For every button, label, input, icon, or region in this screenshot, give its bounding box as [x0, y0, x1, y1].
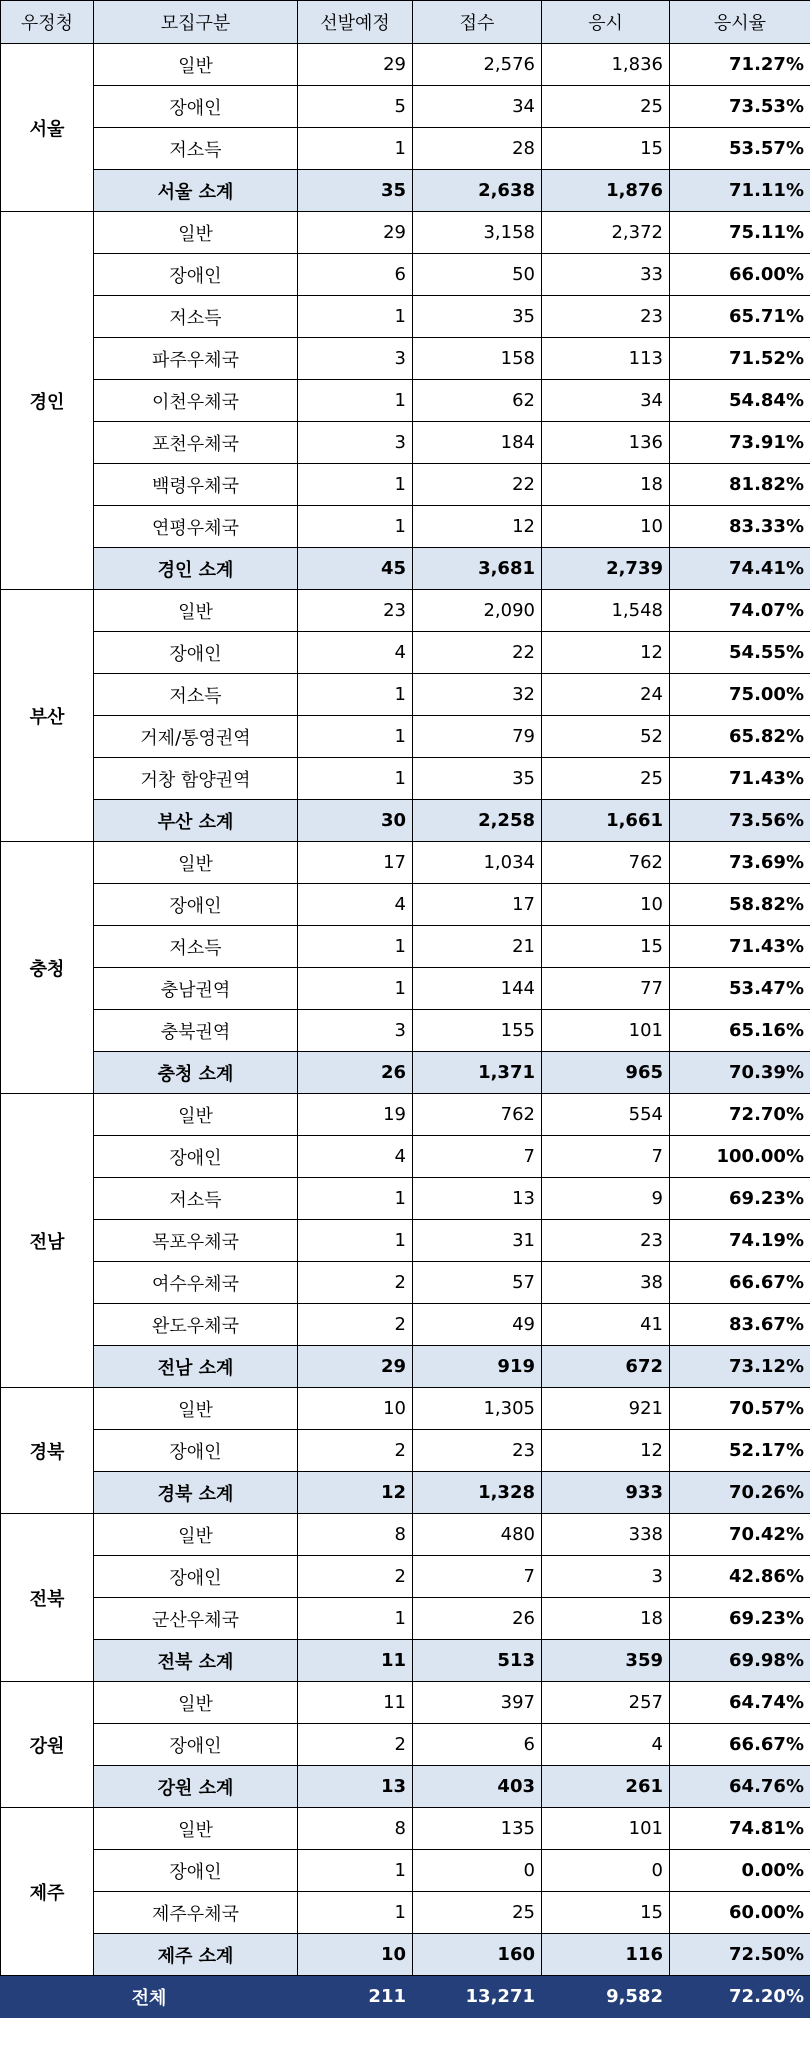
attended-cell: 338 — [542, 1514, 670, 1556]
attended-cell: 554 — [542, 1094, 670, 1136]
subtotal-planned-cell: 29 — [298, 1346, 413, 1388]
attended-cell: 101 — [542, 1010, 670, 1052]
attendance-rate-cell: 75.11% — [670, 212, 810, 254]
region-cell: 충청 — [1, 842, 94, 1094]
category-cell: 포천우체국 — [94, 422, 298, 464]
table-row — [1, 1850, 810, 1892]
subtotal-category-cell: 강원 소계 — [94, 1766, 298, 1808]
subtotal-row — [1, 1052, 810, 1094]
attended-cell: 257 — [542, 1682, 670, 1724]
planned-cell: 1 — [298, 1178, 413, 1220]
category-cell: 일반 — [94, 1808, 298, 1850]
header-applied: 접수 — [413, 1, 542, 44]
applied-cell: 50 — [413, 254, 542, 296]
category-cell: 일반 — [94, 1388, 298, 1430]
attended-cell: 23 — [542, 1220, 670, 1262]
attended-cell: 52 — [542, 716, 670, 758]
attendance-rate-cell: 52.17% — [670, 1430, 810, 1472]
category-cell: 장애인 — [94, 1136, 298, 1178]
subtotal-category-cell: 서울 소계 — [94, 170, 298, 212]
applied-cell: 6 — [413, 1724, 542, 1766]
attended-cell: 0 — [542, 1850, 670, 1892]
attendance-rate-cell: 0.00% — [670, 1850, 810, 1892]
total-planned-cell: 211 — [298, 1976, 413, 2018]
header-attended: 응시 — [542, 1, 670, 44]
category-cell: 일반 — [94, 842, 298, 884]
subtotal-row — [1, 170, 810, 212]
subtotal-applied-cell: 919 — [413, 1346, 542, 1388]
total-row — [1, 1976, 810, 2018]
applied-cell: 1,305 — [413, 1388, 542, 1430]
planned-cell: 11 — [298, 1682, 413, 1724]
attended-cell: 4 — [542, 1724, 670, 1766]
planned-cell: 4 — [298, 1136, 413, 1178]
table-row — [1, 842, 810, 884]
attendance-rate-cell: 66.00% — [670, 254, 810, 296]
region-cell: 부산 — [1, 590, 94, 842]
attendance-rate-cell: 64.74% — [670, 1682, 810, 1724]
attended-cell: 921 — [542, 1388, 670, 1430]
planned-cell: 1 — [298, 716, 413, 758]
attendance-rate-cell: 75.00% — [670, 674, 810, 716]
attended-cell: 41 — [542, 1304, 670, 1346]
category-cell: 연평우체국 — [94, 506, 298, 548]
subtotal-attendance-rate-cell: 74.41% — [670, 548, 810, 590]
table-row — [1, 674, 810, 716]
subtotal-attended-cell: 933 — [542, 1472, 670, 1514]
attendance-rate-cell: 71.27% — [670, 44, 810, 86]
table-row — [1, 1892, 810, 1934]
subtotal-applied-cell: 160 — [413, 1934, 542, 1976]
table-row — [1, 128, 810, 170]
category-cell: 충북권역 — [94, 1010, 298, 1052]
table-row — [1, 632, 810, 674]
planned-cell: 8 — [298, 1808, 413, 1850]
header-category: 모집구분 — [94, 1, 298, 44]
applied-cell: 17 — [413, 884, 542, 926]
table-row — [1, 422, 810, 464]
attended-cell: 23 — [542, 296, 670, 338]
category-cell: 장애인 — [94, 1850, 298, 1892]
attendance-rate-cell: 74.81% — [670, 1808, 810, 1850]
subtotal-row — [1, 1472, 810, 1514]
category-cell: 목포우체국 — [94, 1220, 298, 1262]
subtotal-planned-cell: 26 — [298, 1052, 413, 1094]
subtotal-attended-cell: 672 — [542, 1346, 670, 1388]
table-row — [1, 1094, 810, 1136]
attended-cell: 113 — [542, 338, 670, 380]
category-cell: 장애인 — [94, 632, 298, 674]
applied-cell: 31 — [413, 1220, 542, 1262]
table-row — [1, 1808, 810, 1850]
applied-cell: 57 — [413, 1262, 542, 1304]
attended-cell: 25 — [542, 758, 670, 800]
applied-cell: 1,034 — [413, 842, 542, 884]
planned-cell: 1 — [298, 968, 413, 1010]
applied-cell: 2,090 — [413, 590, 542, 632]
applied-cell: 397 — [413, 1682, 542, 1724]
subtotal-attendance-rate-cell: 72.50% — [670, 1934, 810, 1976]
subtotal-row — [1, 548, 810, 590]
subtotal-attendance-rate-cell: 73.12% — [670, 1346, 810, 1388]
table-row — [1, 968, 810, 1010]
applied-cell: 155 — [413, 1010, 542, 1052]
attended-cell: 101 — [542, 1808, 670, 1850]
attendance-rate-cell: 74.07% — [670, 590, 810, 632]
table-row — [1, 464, 810, 506]
subtotal-applied-cell: 403 — [413, 1766, 542, 1808]
table-row — [1, 1220, 810, 1262]
attendance-rate-cell: 66.67% — [670, 1262, 810, 1304]
table-row — [1, 1388, 810, 1430]
attended-cell: 3 — [542, 1556, 670, 1598]
subtotal-attended-cell: 1,876 — [542, 170, 670, 212]
applied-cell: 34 — [413, 86, 542, 128]
attendance-rate-cell: 65.82% — [670, 716, 810, 758]
applied-cell: 35 — [413, 758, 542, 800]
attended-cell: 10 — [542, 506, 670, 548]
applied-cell: 158 — [413, 338, 542, 380]
table-row — [1, 884, 810, 926]
attendance-rate-cell: 65.71% — [670, 296, 810, 338]
category-cell: 장애인 — [94, 254, 298, 296]
subtotal-attended-cell: 261 — [542, 1766, 670, 1808]
attendance-rate-cell: 58.82% — [670, 884, 810, 926]
attendance-rate-cell: 81.82% — [670, 464, 810, 506]
applied-cell: 62 — [413, 380, 542, 422]
table-row — [1, 338, 810, 380]
subtotal-row — [1, 1346, 810, 1388]
attended-cell: 15 — [542, 926, 670, 968]
subtotal-planned-cell: 10 — [298, 1934, 413, 1976]
category-cell: 장애인 — [94, 1430, 298, 1472]
subtotal-applied-cell: 513 — [413, 1640, 542, 1682]
planned-cell: 1 — [298, 506, 413, 548]
attendance-rate-cell: 73.91% — [670, 422, 810, 464]
subtotal-attended-cell: 1,661 — [542, 800, 670, 842]
applied-cell: 23 — [413, 1430, 542, 1472]
planned-cell: 29 — [298, 44, 413, 86]
attendance-rate-cell: 71.43% — [670, 758, 810, 800]
category-cell: 충남권역 — [94, 968, 298, 1010]
planned-cell: 2 — [298, 1556, 413, 1598]
planned-cell: 1 — [298, 296, 413, 338]
planned-cell: 10 — [298, 1388, 413, 1430]
attendance-rate-cell: 70.42% — [670, 1514, 810, 1556]
subtotal-category-cell: 충청 소계 — [94, 1052, 298, 1094]
attended-cell: 38 — [542, 1262, 670, 1304]
applied-cell: 7 — [413, 1556, 542, 1598]
attendance-rate-cell: 71.52% — [670, 338, 810, 380]
table-row — [1, 1178, 810, 1220]
attendance-rate-cell: 60.00% — [670, 1892, 810, 1934]
subtotal-attendance-rate-cell: 70.39% — [670, 1052, 810, 1094]
category-cell: 저소득 — [94, 1178, 298, 1220]
attendance-rate-cell: 65.16% — [670, 1010, 810, 1052]
subtotal-applied-cell: 2,258 — [413, 800, 542, 842]
total-attended-cell: 9,582 — [542, 1976, 670, 2018]
planned-cell: 2 — [298, 1724, 413, 1766]
table-row — [1, 1598, 810, 1640]
region-cell: 강원 — [1, 1682, 94, 1808]
attended-cell: 12 — [542, 1430, 670, 1472]
category-cell: 파주우체국 — [94, 338, 298, 380]
applied-cell: 28 — [413, 128, 542, 170]
subtotal-planned-cell: 12 — [298, 1472, 413, 1514]
applied-cell: 0 — [413, 1850, 542, 1892]
table-row — [1, 380, 810, 422]
table-row — [1, 1136, 810, 1178]
applied-cell: 26 — [413, 1598, 542, 1640]
applied-cell: 3,158 — [413, 212, 542, 254]
attended-cell: 10 — [542, 884, 670, 926]
table-row — [1, 506, 810, 548]
table-row — [1, 1514, 810, 1556]
planned-cell: 29 — [298, 212, 413, 254]
subtotal-category-cell: 부산 소계 — [94, 800, 298, 842]
category-cell: 일반 — [94, 44, 298, 86]
category-cell: 완도우체국 — [94, 1304, 298, 1346]
subtotal-attendance-rate-cell: 71.11% — [670, 170, 810, 212]
attendance-rate-cell: 54.55% — [670, 632, 810, 674]
applied-cell: 13 — [413, 1178, 542, 1220]
planned-cell: 1 — [298, 1892, 413, 1934]
subtotal-applied-cell: 3,681 — [413, 548, 542, 590]
region-cell: 서울 — [1, 44, 94, 212]
category-cell: 제주우체국 — [94, 1892, 298, 1934]
region-cell: 제주 — [1, 1808, 94, 1976]
table-row — [1, 44, 810, 86]
subtotal-row — [1, 1640, 810, 1682]
attendance-rate-cell: 69.23% — [670, 1178, 810, 1220]
subtotal-planned-cell: 30 — [298, 800, 413, 842]
region-cell: 경북 — [1, 1388, 94, 1514]
subtotal-attended-cell: 116 — [542, 1934, 670, 1976]
applied-cell: 79 — [413, 716, 542, 758]
subtotal-applied-cell: 2,638 — [413, 170, 542, 212]
category-cell: 이천우체국 — [94, 380, 298, 422]
total-label-cell: 전체 — [1, 1976, 298, 2018]
subtotal-planned-cell: 35 — [298, 170, 413, 212]
planned-cell: 1 — [298, 1220, 413, 1262]
attended-cell: 9 — [542, 1178, 670, 1220]
table-body — [1, 44, 810, 2018]
applied-cell: 135 — [413, 1808, 542, 1850]
table-row — [1, 716, 810, 758]
attendance-rate-cell: 70.57% — [670, 1388, 810, 1430]
attendance-rate-cell: 54.84% — [670, 380, 810, 422]
attended-cell: 15 — [542, 128, 670, 170]
planned-cell: 1 — [298, 758, 413, 800]
applied-cell: 25 — [413, 1892, 542, 1934]
attended-cell: 77 — [542, 968, 670, 1010]
attended-cell: 18 — [542, 464, 670, 506]
subtotal-row — [1, 1766, 810, 1808]
attended-cell: 25 — [542, 86, 670, 128]
table-row — [1, 1262, 810, 1304]
attendance-rate-cell: 42.86% — [670, 1556, 810, 1598]
header-row — [1, 1, 810, 44]
category-cell: 거제/통영권역 — [94, 716, 298, 758]
attended-cell: 33 — [542, 254, 670, 296]
table-row — [1, 1010, 810, 1052]
subtotal-attendance-rate-cell: 70.26% — [670, 1472, 810, 1514]
subtotal-attendance-rate-cell: 73.56% — [670, 800, 810, 842]
planned-cell: 23 — [298, 590, 413, 632]
attendance-rate-cell: 83.67% — [670, 1304, 810, 1346]
subtotal-planned-cell: 11 — [298, 1640, 413, 1682]
applied-cell: 21 — [413, 926, 542, 968]
subtotal-category-cell: 경인 소계 — [94, 548, 298, 590]
attendance-rate-cell: 66.67% — [670, 1724, 810, 1766]
table-row — [1, 1682, 810, 1724]
subtotal-attendance-rate-cell: 69.98% — [670, 1640, 810, 1682]
attendance-rate-cell: 83.33% — [670, 506, 810, 548]
attendance-rate-cell: 69.23% — [670, 1598, 810, 1640]
attendance-rate-cell: 100.00% — [670, 1136, 810, 1178]
subtotal-category-cell: 경북 소계 — [94, 1472, 298, 1514]
header-attendance-rate: 응시율 — [670, 1, 810, 44]
category-cell: 장애인 — [94, 1724, 298, 1766]
planned-cell: 8 — [298, 1514, 413, 1556]
total-attendance-rate-cell: 72.20% — [670, 1976, 810, 2018]
attendance-rate-cell: 73.53% — [670, 86, 810, 128]
attended-cell: 136 — [542, 422, 670, 464]
table-row — [1, 86, 810, 128]
table-row — [1, 212, 810, 254]
attendance-rate-cell: 72.70% — [670, 1094, 810, 1136]
planned-cell: 4 — [298, 884, 413, 926]
attended-cell: 762 — [542, 842, 670, 884]
applied-cell: 12 — [413, 506, 542, 548]
planned-cell: 1 — [298, 380, 413, 422]
applied-cell: 184 — [413, 422, 542, 464]
planned-cell: 19 — [298, 1094, 413, 1136]
category-cell: 일반 — [94, 212, 298, 254]
category-cell: 군산우체국 — [94, 1598, 298, 1640]
applied-cell: 2,576 — [413, 44, 542, 86]
category-cell: 저소득 — [94, 926, 298, 968]
attended-cell: 1,548 — [542, 590, 670, 632]
attended-cell: 2,372 — [542, 212, 670, 254]
subtotal-category-cell: 제주 소계 — [94, 1934, 298, 1976]
table-row — [1, 296, 810, 338]
planned-cell: 1 — [298, 128, 413, 170]
applied-cell: 32 — [413, 674, 542, 716]
header-region: 우정청 — [1, 1, 94, 44]
attended-cell: 15 — [542, 1892, 670, 1934]
subtotal-attendance-rate-cell: 64.76% — [670, 1766, 810, 1808]
table-row — [1, 1430, 810, 1472]
total-applied-cell: 13,271 — [413, 1976, 542, 2018]
planned-cell: 4 — [298, 632, 413, 674]
subtotal-planned-cell: 45 — [298, 548, 413, 590]
planned-cell: 2 — [298, 1304, 413, 1346]
planned-cell: 6 — [298, 254, 413, 296]
applied-cell: 7 — [413, 1136, 542, 1178]
subtotal-applied-cell: 1,328 — [413, 1472, 542, 1514]
planned-cell: 2 — [298, 1430, 413, 1472]
subtotal-attended-cell: 2,739 — [542, 548, 670, 590]
subtotal-row — [1, 800, 810, 842]
subtotal-applied-cell: 1,371 — [413, 1052, 542, 1094]
category-cell: 거창 함양권역 — [94, 758, 298, 800]
planned-cell: 1 — [298, 1598, 413, 1640]
subtotal-category-cell: 전남 소계 — [94, 1346, 298, 1388]
category-cell: 일반 — [94, 590, 298, 632]
region-cell: 전남 — [1, 1094, 94, 1388]
subtotal-planned-cell: 13 — [298, 1766, 413, 1808]
planned-cell: 3 — [298, 338, 413, 380]
attended-cell: 12 — [542, 632, 670, 674]
category-cell: 일반 — [94, 1682, 298, 1724]
table-row — [1, 254, 810, 296]
planned-cell: 1 — [298, 926, 413, 968]
attendance-rate-cell: 53.47% — [670, 968, 810, 1010]
category-cell: 일반 — [94, 1094, 298, 1136]
subtotal-category-cell: 전북 소계 — [94, 1640, 298, 1682]
planned-cell: 3 — [298, 422, 413, 464]
table-row — [1, 590, 810, 632]
applied-cell: 480 — [413, 1514, 542, 1556]
category-cell: 여수우체국 — [94, 1262, 298, 1304]
category-cell: 저소득 — [94, 296, 298, 338]
planned-cell: 1 — [298, 1850, 413, 1892]
attended-cell: 24 — [542, 674, 670, 716]
subtotal-attended-cell: 965 — [542, 1052, 670, 1094]
planned-cell: 5 — [298, 86, 413, 128]
table-row — [1, 758, 810, 800]
category-cell: 저소득 — [94, 674, 298, 716]
region-cell: 경인 — [1, 212, 94, 590]
table-row — [1, 1304, 810, 1346]
attendance-rate-cell: 74.19% — [670, 1220, 810, 1262]
header-planned: 선발예정 — [298, 1, 413, 44]
attended-cell: 34 — [542, 380, 670, 422]
planned-cell: 2 — [298, 1262, 413, 1304]
table-row — [1, 926, 810, 968]
attended-cell: 18 — [542, 1598, 670, 1640]
attended-cell: 7 — [542, 1136, 670, 1178]
applied-cell: 49 — [413, 1304, 542, 1346]
applied-cell: 22 — [413, 464, 542, 506]
category-cell: 일반 — [94, 1514, 298, 1556]
attendance-rate-cell: 71.43% — [670, 926, 810, 968]
region-cell: 전북 — [1, 1514, 94, 1682]
subtotal-row — [1, 1934, 810, 1976]
attendance-rate-cell: 53.57% — [670, 128, 810, 170]
category-cell: 백령우체국 — [94, 464, 298, 506]
category-cell: 저소득 — [94, 128, 298, 170]
attendance-rate-cell: 73.69% — [670, 842, 810, 884]
planned-cell: 1 — [298, 674, 413, 716]
category-cell: 장애인 — [94, 884, 298, 926]
applied-cell: 762 — [413, 1094, 542, 1136]
category-cell: 장애인 — [94, 86, 298, 128]
subtotal-attended-cell: 359 — [542, 1640, 670, 1682]
category-cell: 장애인 — [94, 1556, 298, 1598]
applied-cell: 22 — [413, 632, 542, 674]
planned-cell: 17 — [298, 842, 413, 884]
table-row — [1, 1724, 810, 1766]
planned-cell: 1 — [298, 464, 413, 506]
applied-cell: 35 — [413, 296, 542, 338]
applied-cell: 144 — [413, 968, 542, 1010]
attended-cell: 1,836 — [542, 44, 670, 86]
planned-cell: 3 — [298, 1010, 413, 1052]
table-row — [1, 1556, 810, 1598]
